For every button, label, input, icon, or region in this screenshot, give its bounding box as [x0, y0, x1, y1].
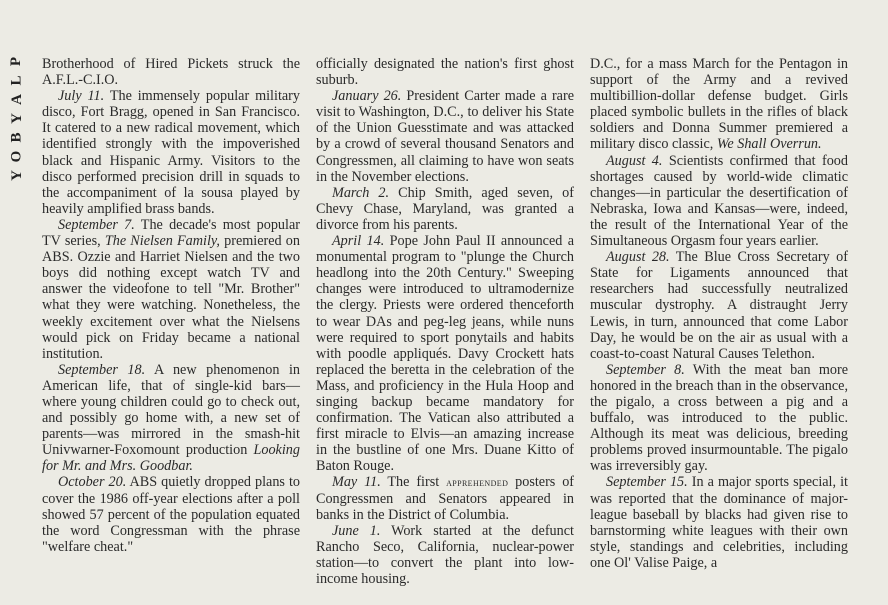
- film-title: Looking for Mr. and Mrs. Goodbar.: [42, 442, 300, 475]
- paragraph: [590, 362, 848, 475]
- paragraph: [590, 153, 848, 250]
- paragraph-text: Brotherhood of Hired Pickets struck the A.F.L.-C.I.O.: [42, 56, 300, 89]
- dateline: September 15.: [606, 474, 688, 491]
- running-head-letter: P: [8, 56, 25, 67]
- dateline: September 18.: [58, 361, 146, 378]
- paragraph-text: In a major sports special, it was reported that the dominance of major-league baseball by blacks had given rise to barnstorming white leagues with their own style, standings and celebrities, including one Ol' Valise Paige, a: [590, 474, 848, 571]
- running-head-letter: B: [8, 132, 25, 143]
- dateline: October 20.: [58, 474, 127, 491]
- dateline: January 26.: [332, 88, 402, 105]
- dateline: September 8.: [606, 361, 685, 378]
- text-column-2: [316, 56, 574, 587]
- dateline: May 11.: [332, 474, 381, 491]
- paragraph: [316, 474, 574, 522]
- paragraph-text: A new phenomenon in American life, that of single-kid bars—where young children could go to check out, and possibly go home with, a new set of parents—was mirrored in the smash-hit Univwarner-Foxomount production: [42, 361, 300, 459]
- paragraph-text: The immensely popular military disco, Fort Bragg, opened in San Francisco. It catered to a new radical movement, which identified strongly with the impoverished black and Hispanic Army. Visitors to the disco performed precision drill in squads to the accompaniment of la sousa played by heavily amplified brass bands.: [42, 88, 300, 217]
- dateline: August 28.: [606, 249, 670, 266]
- paragraph-text: D.C., for a mass March for the Pentagon in support of the Army and a revived multibillion-dollar defense budget. Girls placed symbolic bullets in the rifles of black soldiers and Donna Summer premiered a military disco classic,: [590, 56, 848, 153]
- paragraph: [316, 523, 574, 587]
- paragraph-text: The first: [387, 474, 440, 491]
- dateline: March 2.: [332, 184, 390, 201]
- text-column-3: [590, 56, 848, 571]
- small-caps-word: apprehended: [446, 475, 509, 490]
- running-head-letter: Y: [8, 113, 25, 124]
- paragraph-text: Chip Smith, aged seven, of Chevy Chase, Maryland, was granted a divorce from his parents.: [316, 184, 574, 233]
- paragraph-text: Pope John Paul II announced a monumental program to "plunge the Church headlong into the 20th Century." Sweeping changes were introduced to ultramodernize the clergy. Priests were ordered thenceforth to wear DAs and peg-leg jeans, while nuns were required to sport ponytails and habits with poodle appliqués. Davy Crockett hats replaced the beretta in the celebration of the Mass, and proficiency in the Hula Hoop and singing backup became mandatory for confirmation. The Vatican also attributed a first miracle to Elvis—an amazing increase in the bustline of one Mrs. Duane Kitto of Baton Rouge.: [316, 233, 574, 475]
- paragraph: [42, 88, 300, 217]
- song-title: We Shall Overrun.: [716, 136, 822, 153]
- paragraph: [42, 474, 300, 554]
- running-head-letter: L: [8, 75, 25, 86]
- paragraph: [316, 233, 574, 474]
- paragraph: [590, 474, 848, 571]
- paragraph-text: Scientists confirmed that food shortages caused by world-wide climatic changes—in particular the desertification of Nebraska, Iowa and Kansas—were, indeed, the result of the International Year of the Simultaneous Orgasm four years earlier.: [590, 152, 848, 250]
- paragraph-text: President Carter made a rare visit to Washington, D.C., to deliver his State of the Union Guesstimate and was attacked by a crowd of several thousand Senators and Congressmen, all claiming to have won seats in the November elections.: [316, 88, 574, 185]
- running-head: [4, 52, 30, 185]
- paragraph: [42, 56, 300, 88]
- dateline: September 7.: [58, 216, 135, 233]
- paragraph: [316, 56, 574, 88]
- paragraph: [42, 362, 300, 475]
- paragraph-text: posters of Congressmen and Senators appeared in banks in the District of Columbia.: [316, 474, 575, 523]
- paragraph-text: The decade's most popular TV series,: [42, 216, 300, 250]
- show-title: The Nielsen Family,: [104, 233, 220, 250]
- dateline: July 11.: [58, 88, 105, 105]
- paragraph-text: officially designated the nation's first ghost suburb.: [316, 56, 574, 89]
- running-head-letter: Y: [8, 170, 25, 181]
- paragraph: [590, 56, 848, 153]
- dateline: April 14.: [332, 233, 385, 250]
- paragraph-text: The Blue Cross Secretary of State for Ligaments announced that researchers had successfully neutralized muscular dystrophy. A distraught Jerry Lewis, in turn, announced that come Labor Day, he would be on the air as usual with a coast-to-coast Natural Causes Telethon.: [590, 249, 848, 362]
- paragraph: [316, 185, 574, 233]
- dateline: August 4.: [606, 152, 663, 169]
- paragraph-text: Work started at the defunct Rancho Seco, California, nuclear-power station—to convert the plant into low-income housing.: [316, 522, 574, 587]
- running-head-letter: O: [8, 150, 25, 163]
- paragraph: [42, 217, 300, 362]
- paragraph-text: premiered on ABS. Ozzie and Harriet Nielsen and the two boys did nothing except watch TV and answer the videofone to tell "Mr. Brother" what they were watching. Nonetheless, the weekly excitement over what the Nielsens would pick on Friday became a national institution.: [42, 233, 300, 362]
- running-head-letter: A: [8, 94, 25, 105]
- paragraph: [590, 249, 848, 362]
- dateline: June 1.: [332, 522, 381, 539]
- paragraph-text: With the meat ban more honored in the breach than in the observance, the pigalo, a cross between a pig and a buffalo, was introduced to the public. Although its meat was delicious, breeding problems proved insurmountable. The pigalo was irreversibly gay.: [590, 361, 849, 475]
- paragraph-text: ABS quietly dropped plans to cover the 1986 off-year elections after a poll showed 57 percent of the population equated the word Congressman with the phrase "welfare cheat.": [42, 474, 301, 555]
- paragraph: [316, 88, 574, 185]
- text-column-1: [42, 56, 300, 555]
